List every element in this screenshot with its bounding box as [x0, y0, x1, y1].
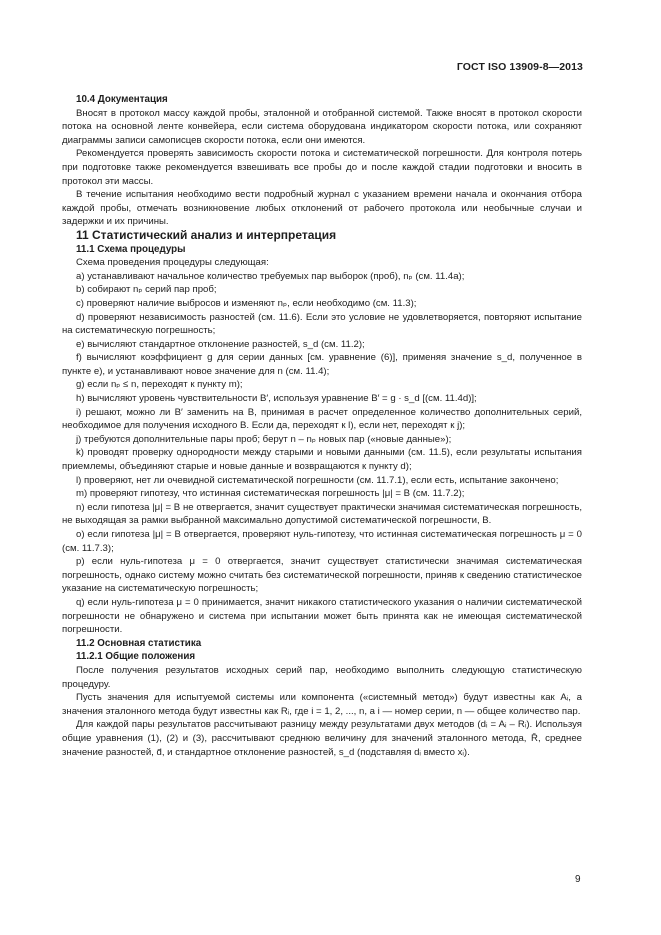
section-heading: 11.2 Основная статистика	[76, 637, 202, 649]
section-heading: 10.4 Документация	[76, 94, 168, 105]
paragraph: В течение испытания необходимо вести подробный журнал с указанием времени начала и окончания отбора каждой пробы, отмечать возникновение любых отклонений от рабочего протокола или необычные случаи и задержки и их причины.	[62, 189, 582, 228]
page-content	[62, 93, 582, 759]
list-item: p) если нуль-гипотеза μ = 0 отвергается, значит существует статистически значимая систематическая погрешность, однако систему можно считать без систематической погрешности, приняв к сведению статистическое указание на систематическую погрешность;	[62, 556, 582, 595]
paragraph: Вносят в протокол массу каждой пробы, эталонной и отобранной системой. Также вносят в протокол скорости потока на основной ленте конвейера, если система оборудована индикатором скорости потока, или сохраняют диаграммы записи самописцев скорости потока, если они имеются.	[62, 107, 582, 146]
chapter-heading: 11 Статистический анализ и интерпретация	[76, 227, 337, 242]
list-item: b) собирают nₚ серий пар проб;	[76, 284, 217, 296]
subsection-heading: 11.2.1 Общие положения	[76, 651, 196, 663]
standard-number: ГОСТ ISO 13909-8—2013	[456, 61, 583, 73]
list-item: e) вычисляют стандартное отклонение разностей, s_d (см. 11.2);	[76, 338, 365, 350]
list-item: g) если nₚ ≤ n, переходят к пункту m);	[76, 379, 243, 391]
list-item: h) вычисляют уровень чувствительности B′, используя уравнение B′ = g · s_d [(см. 11.4d)];	[76, 393, 477, 405]
list-item: n) если гипотеза |μ| = B не отвергается, значит существует практически значимая систематическая погрешность, не выходящая за рамки выбранной максимально допустимой систематической погрешности, B.	[62, 501, 582, 527]
list-item: a) устанавливают начальное количество требуемых пар выборок (проб), nₚ (см. 11.4а);	[76, 270, 465, 282]
list-item: o) если гипотеза |μ| = B отвергается, проверяют нуль-гипотезу, что истинная систематическая погрешность μ = 0 (см. 11.7.3);	[62, 529, 582, 554]
list-item: m) проверяют гипотезу, что истинная систематическая погрешность |μ| = B (см. 11.7.2);	[76, 488, 465, 500]
paragraph: Пусть значения для испытуемой системы или компонента («системный метод») будут известны как Aᵢ, а значения эталонного метода будут известны как Rᵢ, где i = 1, 2, ..., n, а i — номер серии, n — общее количество пар.	[62, 692, 582, 717]
paragraph: Рекомендуется проверять зависимость скорости потока и систематической погрешности. Для контроля потерь при подготовке также рекомендуется взвешивать все пробы до и после каждой стадии подготовки и вносить в протокол эти массы.	[62, 148, 582, 187]
paragraph: Для каждой пары результатов рассчитывают разницу между результатами двух методов (dᵢ = Aᵢ – Rᵢ). Используя общие уравнения (1), (2) и (3), рассчитывают среднюю величину для значений эталонного метода, R̄, среднее значение разностей, d̄, и стандартное отклонение разностей, s_d (подставляя dᵢ вместо xᵢ).	[62, 719, 582, 758]
list-item: l) проверяют, нет ли очевидной систематической погрешности (см. 11.7.1), если есть, испытание закончено;	[76, 474, 559, 486]
list-item: c) проверяют наличие выбросов и изменяют nₚ, если необходимо (см. 11.3);	[76, 297, 417, 309]
page-number: 9	[575, 874, 581, 885]
list-item: d) проверяют независимость разностей (см. 11.6). Если это условие не удовлетворяется, повторяют испытание на систематическую погрешность;	[62, 311, 582, 337]
list-item: i) решают, можно ли B′ заменить на B, принимая в расчет определенное количество дополнительных серий, необходимое для получения исходного B. Если да, переходят к l), если нет, переходят к j);	[62, 406, 582, 432]
paragraph: Схема проведения процедуры следующая:	[76, 257, 269, 269]
list-item: j) требуются дополнительные пары проб; берут n – nₚ новых пар («новые данные»);	[76, 433, 452, 445]
section-heading: 11.1 Схема процедуры	[76, 243, 186, 255]
list-item: q) если нуль-гипотеза μ = 0 принимается, значит никакого статистического указания о наличии систематической погрешности не обнаружено и система при испытании может быть принята как не имеющая систематической погрешности.	[62, 596, 582, 636]
list-item: f) вычисляют коэффициент g для серии данных [см. уравнение (6)], применяя значение s_d, полученное в пункте e), и устанавливают новое значение для n (см. 11.4);	[62, 352, 582, 377]
list-item: k) проводят проверку однородности между старыми и новыми данными (см. 11.5), если результаты испытания приемлемы, объединяют старые и новые данные и возвращаются к пункту d);	[62, 447, 582, 473]
paragraph: После получения результатов исходных серий пар, необходимо выполнить следующую статистическую процедуру.	[62, 664, 582, 690]
